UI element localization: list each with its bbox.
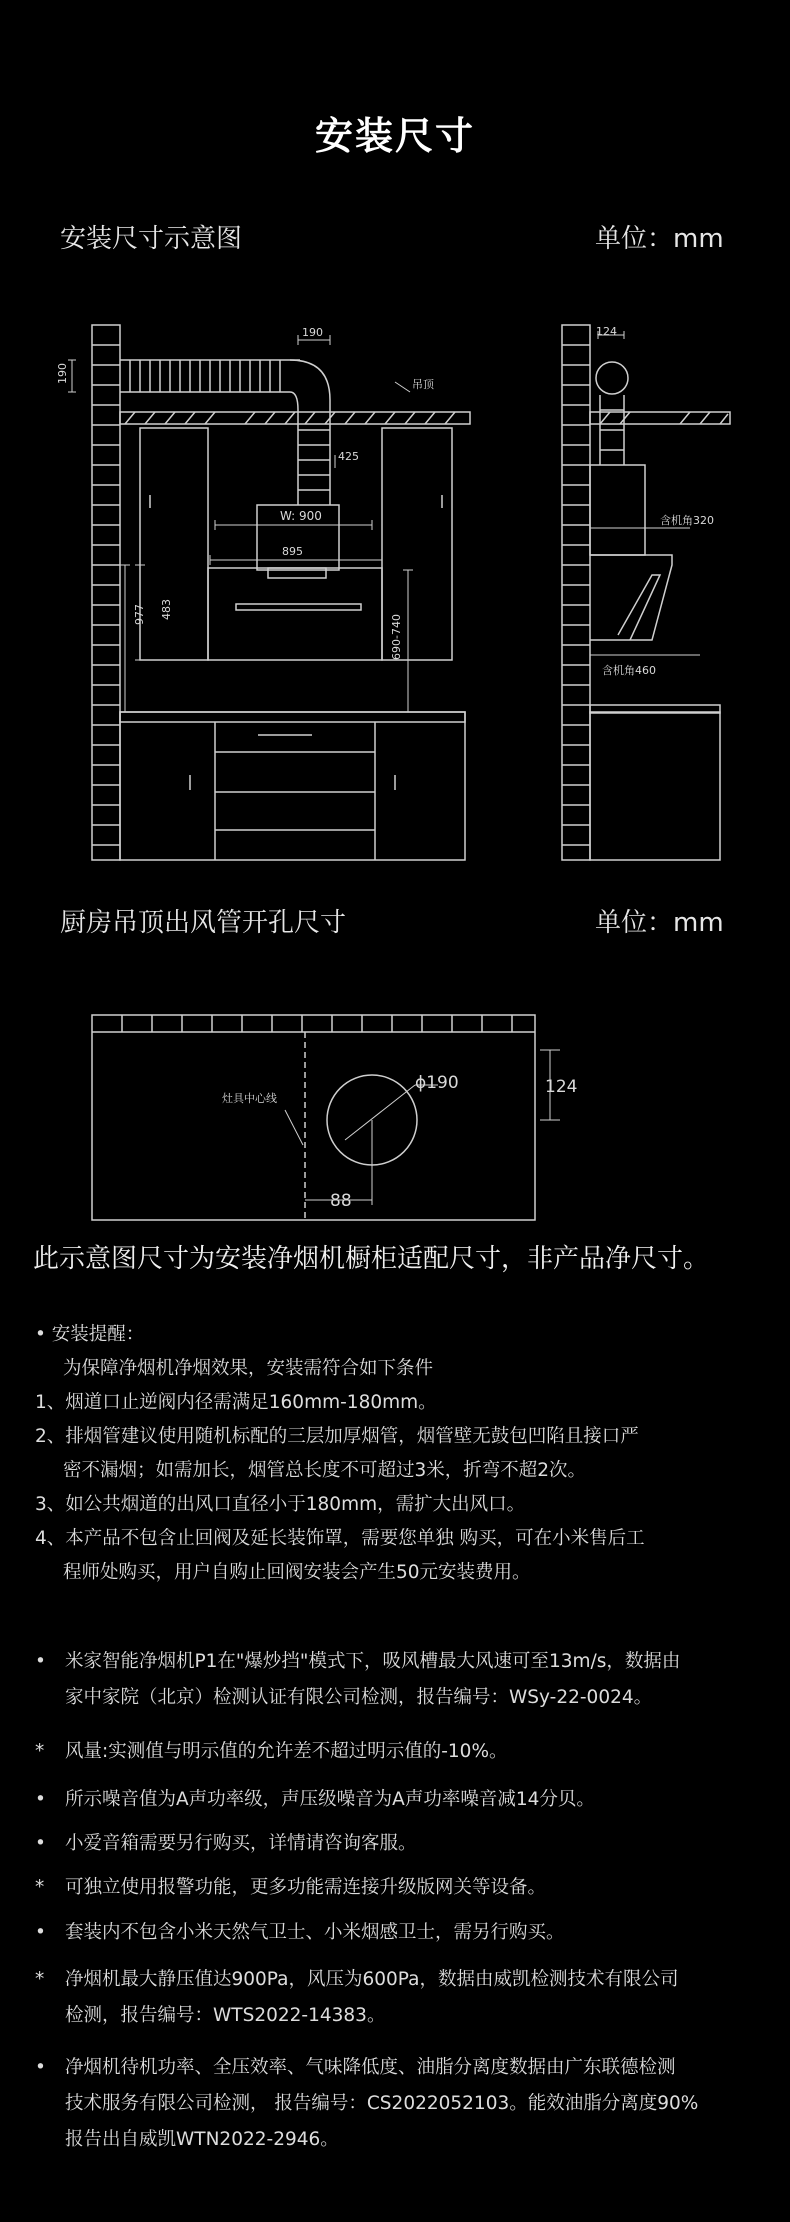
bullet-text: 检测，报告编号：WTS2022-14383。 — [65, 2005, 386, 2026]
tip-line: 2、排烟管建议使用随机标配的三层加厚烟管，烟管壁无鼓包凹陷且接口严 — [35, 1426, 639, 1447]
ceiling-label: 吊顶 — [412, 378, 434, 391]
side-base-cabinet — [590, 712, 720, 860]
tip-line: 为保障净烟机净烟效果，安装需符合如下条件 — [63, 1358, 434, 1379]
dim-690-740: 690-740 — [390, 614, 403, 660]
tip-line: 1、烟道口止逆阀内径需满足160mm-180mm。 — [35, 1392, 437, 1413]
bullet-text: 所示噪音值为A声功率级，声压级噪音为A声功率噪音减14分贝。 — [65, 1789, 595, 1810]
side-hood-panel — [590, 555, 672, 640]
dim-977: 977 — [133, 604, 146, 625]
dim-w: W: 900 — [280, 509, 322, 523]
bullet-item — [35, 1644, 755, 1716]
dia-190: ϕ190 — [415, 1073, 459, 1093]
bullet-item — [35, 1915, 755, 1951]
tip-line: 程师处购买，用户自购止回阀安装会产生50元安装费用。 — [63, 1562, 531, 1583]
dim-425: 425 — [338, 450, 359, 463]
hood-handle — [236, 604, 361, 610]
ceiling-outline — [92, 1015, 535, 1220]
bullet-item — [35, 2050, 755, 2158]
bullet-mark: * — [35, 1877, 45, 1898]
side-dim-124: 124 — [596, 325, 617, 338]
install-tips — [35, 1318, 755, 1590]
bullet-mark: • — [35, 1789, 46, 1810]
bullet-text: 家中家院（北京）检测认证有限公司检测，报告编号：WSy-22-0024。 — [65, 1687, 653, 1708]
ceiling-dim-124: 124 — [545, 1077, 578, 1097]
bullet-text: 技术服务有限公司检测， 报告编号：CS2022052103。能效油脂分离度90% — [65, 2093, 699, 2114]
tip-line: • 安装提醒： — [35, 1324, 145, 1345]
side-hood-upper — [590, 465, 645, 555]
bullet-mark: * — [35, 1969, 45, 1990]
bullet-item — [35, 1962, 755, 2034]
tip-line: 密不漏烟；如需加长，烟管总长度不可超过3米，折弯不超2次。 — [63, 1460, 587, 1481]
dim-190-left: 190 — [56, 363, 69, 384]
install-unit: 单位：mm — [595, 224, 724, 254]
side-duct-circle — [596, 362, 628, 394]
bullet-item — [35, 1782, 755, 1818]
bullet-text: 套装内不包含小米天然气卫士、小米烟感卫士，需另行购买。 — [65, 1922, 565, 1943]
bullet-mark: • — [35, 2057, 46, 2078]
size-note: 此示意图尺寸为安装净烟机橱柜适配尺寸，非产品净尺寸。 — [33, 1244, 710, 1274]
ceiling-heading: 厨房吊顶出风管开孔尺寸 — [60, 908, 347, 938]
tip-line: 4、本产品不包含止回阀及延长装饰罩，需要您单独 购买，可在小米售后工 — [35, 1528, 645, 1549]
page-title: 安装尺寸 — [314, 114, 475, 158]
bullet-text: 风量:实测值与明示值的允许差不超过明示值的-10%。 — [65, 1741, 508, 1762]
hood-body — [208, 568, 382, 660]
upper-cabinet-left — [140, 428, 208, 660]
bullet-item — [35, 1734, 755, 1770]
bullet-text: 米家智能净烟机P1在"爆炒挡"模式下，吸风槽最大风速可至13m/s，数据由 — [65, 1651, 681, 1672]
bullet-item — [35, 1870, 755, 1906]
bullet-text: 小爱音箱需要另行购买，详情请咨询客服。 — [65, 1833, 417, 1854]
side-label-460: 含机角460 — [602, 664, 656, 677]
base-cabinet — [120, 712, 465, 860]
tip-line: 3、如公共烟道的出风口直径小于180mm，需扩大出风口。 — [35, 1494, 526, 1515]
stove-center-label: 灶具中心线 — [222, 1092, 277, 1105]
bullet-mark: • — [35, 1922, 46, 1943]
bullet-text: 净烟机待机功率、全压效率、气味降低度、油脂分离度数据由广东联德检测 — [65, 2057, 676, 2078]
dim-190-top: 190 — [302, 326, 323, 339]
ceiling-slab — [120, 412, 470, 424]
bullet-item — [35, 1826, 755, 1862]
bullet-mark: • — [35, 1651, 46, 1672]
dim-895: 895 — [282, 545, 303, 558]
ceiling-dim-88: 88 — [330, 1191, 352, 1211]
dim-483: 483 — [160, 599, 173, 620]
side-install-diagram — [540, 300, 770, 870]
bullet-text: 净烟机最大静压值达900Pa，风压为600Pa，数据由威凯检测技术有限公司 — [65, 1969, 679, 1990]
install-heading: 安装尺寸示意图 — [60, 224, 243, 254]
ceiling-unit: 单位：mm — [595, 908, 724, 938]
side-label-320: 含机角320 — [660, 514, 714, 527]
bullet-text: 报告出自威凯WTN2022-2946。 — [65, 2129, 339, 2150]
bullet-mark: • — [35, 1833, 46, 1854]
bullet-text: 可独立使用报警功能，更多功能需连接升级版网关等设备。 — [65, 1877, 547, 1898]
bullet-mark: * — [35, 1741, 45, 1762]
ceiling-hole-diagram — [0, 1000, 790, 1230]
